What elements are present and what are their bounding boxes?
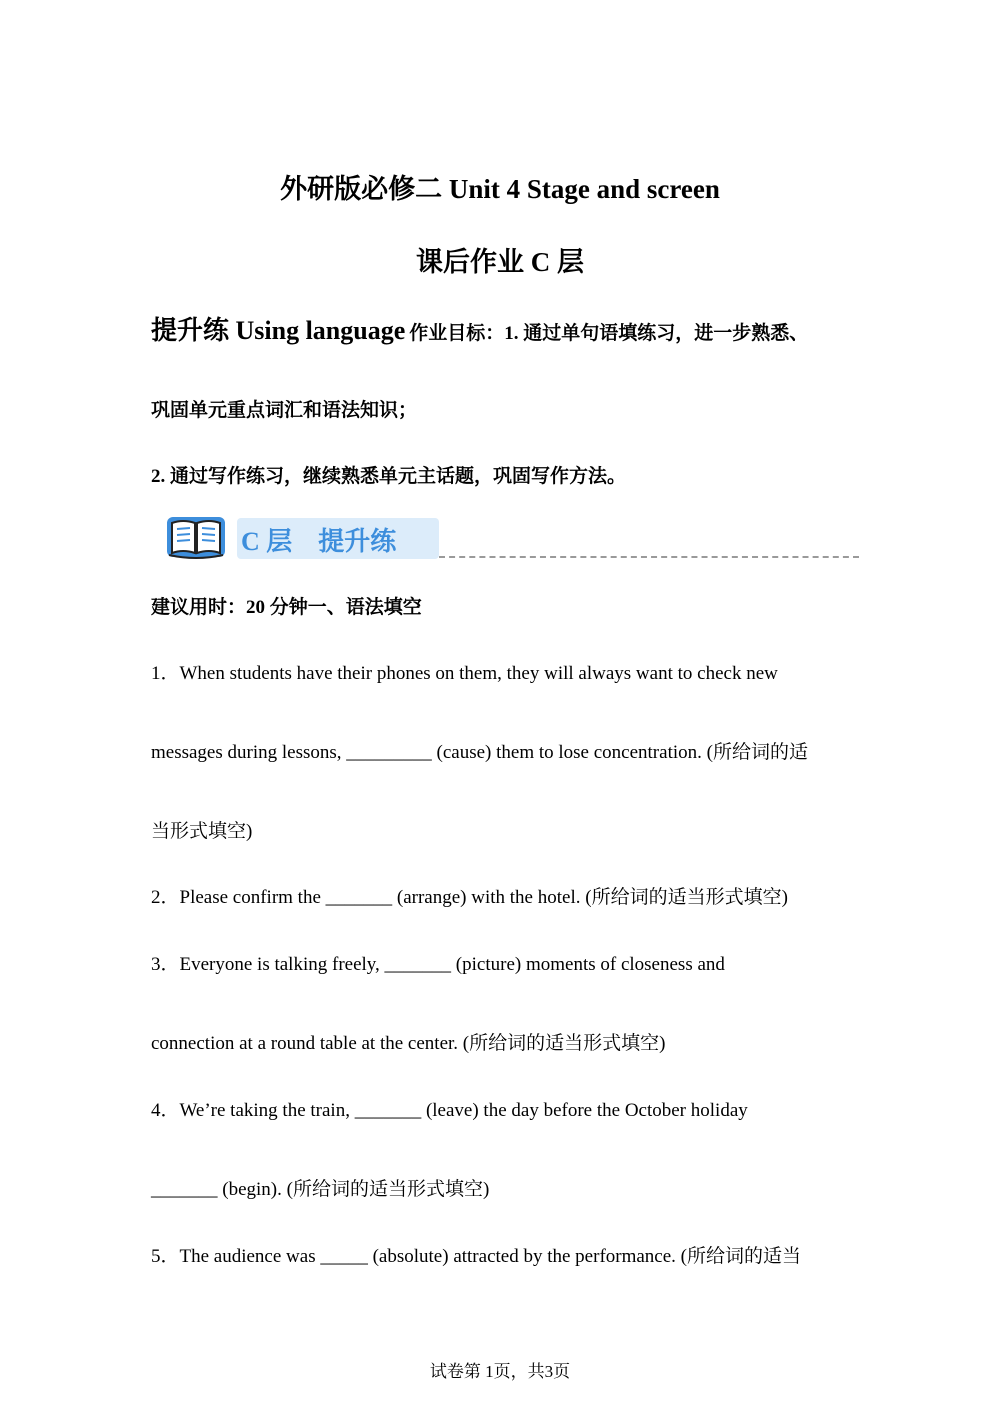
question-4-line-1: 4．We’re taking the train, _______ (leave) the day before the October holiday bbox=[151, 1100, 748, 1121]
goal-text-1: 作业目标：1. 通过单句语填练习，进一步熟悉、 bbox=[409, 323, 809, 344]
goal-line-3: 2. 通过写作练习，继续熟悉单元主话题，巩固写作方法。 bbox=[151, 466, 627, 487]
section-banner bbox=[165, 513, 865, 565]
goal-line-2: 巩固单元重点词汇和语法知识； bbox=[151, 400, 418, 421]
question-3-line-1: 3．Everyone is talking freely, _______ (picture) moments of closeness and bbox=[151, 954, 725, 975]
question-5-line-1: 5．The audience was _____ (absolute) attracted by the performance. (所给词的适当 bbox=[151, 1246, 801, 1267]
question-4-line-2: _______ (begin). (所给词的适当形式填空) bbox=[151, 1179, 490, 1200]
banner-label: C 层 提升练 bbox=[241, 527, 397, 556]
question-1-line-3: 当形式填空) bbox=[151, 821, 253, 842]
document-subtitle: 课后作业 C 层 bbox=[416, 247, 584, 277]
section-heading: 建议用时：20 分钟一、语法填空 bbox=[151, 597, 422, 618]
goal-line-1 bbox=[151, 310, 808, 347]
goal-heading: 提升练 Using language bbox=[151, 316, 406, 345]
question-1-line-2: messages during lessons, _________ (cause) them to lose concentration. (所给词的适 bbox=[151, 742, 808, 763]
open-book-icon bbox=[165, 513, 227, 561]
question-2-line-1: 2．Please confirm the _______ (arrange) with the hotel. (所给词的适当形式填空) bbox=[151, 887, 788, 908]
document-title: 外研版必修二 Unit 4 Stage and screen bbox=[280, 174, 720, 204]
banner-divider bbox=[439, 556, 859, 558]
question-3-line-2: connection at a round table at the center. (所给词的适当形式填空) bbox=[151, 1033, 666, 1054]
page-footer: 试卷第 1页，共3页 bbox=[429, 1362, 571, 1381]
question-1-line-1: 1．When students have their phones on them, they will always want to check new bbox=[151, 663, 778, 684]
